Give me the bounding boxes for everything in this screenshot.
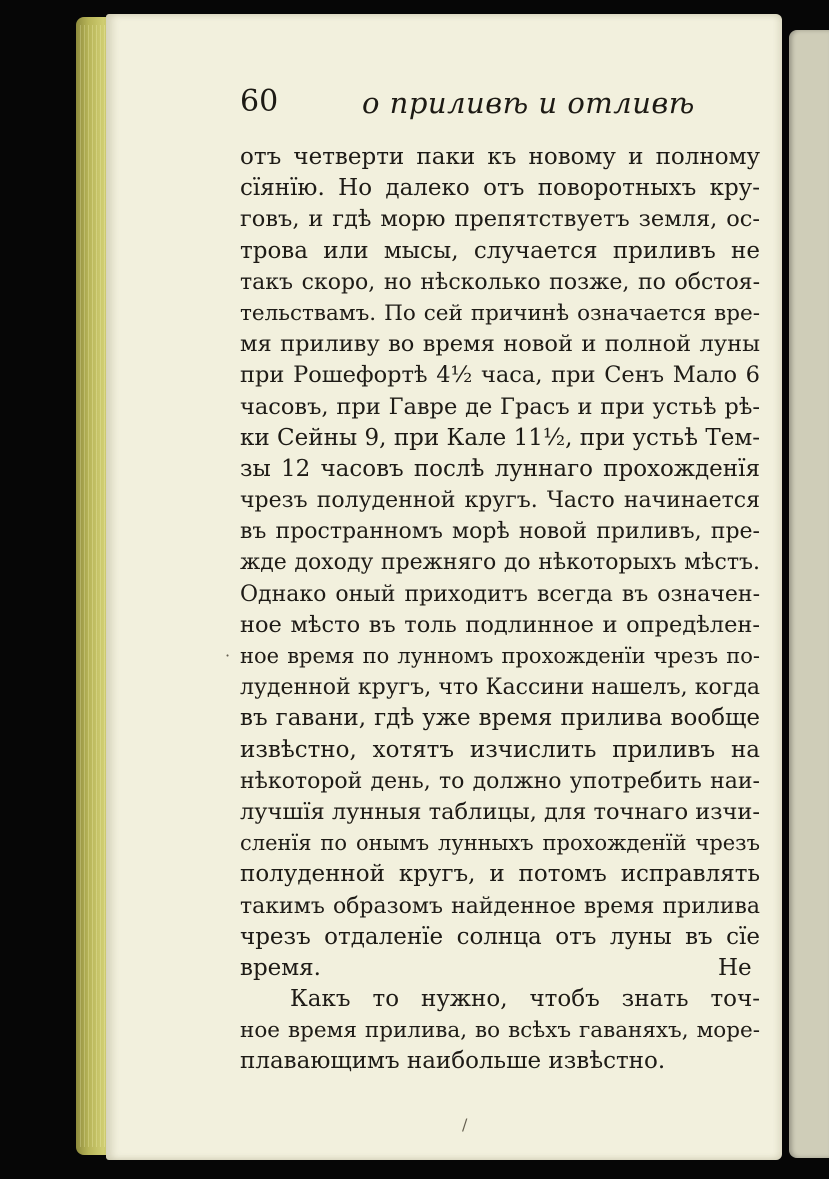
text-line: ки Сейны 9, при Кале 11½, при устьѣ Тем- <box>240 424 760 451</box>
text-line: нѣкоторой день, то должно употребить наи- <box>240 768 760 794</box>
text-line: трова или мысы, случается приливъ не <box>240 237 760 264</box>
text-line: чрезъ полуденной кругъ. Часто начинается <box>240 488 760 514</box>
catchword: Не <box>718 955 752 981</box>
text-line: лучшїя лунныя таблицы, для точнаго изчи- <box>240 798 761 825</box>
text-line: жде доходу прежняго до нѣкоторыхъ мѣстъ. <box>240 550 760 576</box>
running-title: о приливѣ и отливѣ <box>362 86 695 120</box>
text-line: ное время прилива, во всѣхъ гаваняхъ, море- <box>240 1018 760 1044</box>
text-line: при Рошефортѣ 4½ часа, при Сенъ Мало 6 <box>240 362 760 389</box>
text-line: ное время по лунномъ прохожденїи чрезъ по- <box>240 644 760 668</box>
text-line: тельствамъ. По сей причинѣ означается вре- <box>240 300 760 326</box>
text-line: чрезъ отдаленїе солнца отъ луны въ сїе <box>240 923 760 950</box>
text-line: ное мѣсто въ толь подлинное и опредѣлен- <box>240 611 760 638</box>
text-line: зы 12 часовъ послѣ луннаго прохожденїя <box>240 455 760 482</box>
body-text <box>240 142 760 1078</box>
page-header <box>240 80 710 124</box>
text-line: луденной кругъ, что Кассини нашелъ, когда <box>240 675 760 701</box>
page-number: 60 <box>240 84 279 119</box>
text-line: полуденной кругъ, и потомъ исправлять <box>240 861 760 888</box>
text-line: такимъ образомъ найденное время прилива <box>240 893 760 919</box>
facing-page-edge <box>789 30 829 1158</box>
text-line: извѣстно, хотятъ изчислить приливъ на <box>240 736 760 763</box>
text-line: время. <box>240 954 321 981</box>
margin-speck: · <box>225 646 231 665</box>
text-line: говъ, и гдѣ морю препятствуетъ земля, ос- <box>240 206 760 233</box>
text-line: отъ четверти паки къ новому и полному <box>240 144 760 170</box>
paragraph-start-line: Какъ то нужно, чтобъ знать точ- <box>290 986 760 1013</box>
text-line: часовъ, при Гавре де Грасъ и при устьѣ рѣ- <box>240 393 760 420</box>
text-line: сїянїю. Но далеко отъ поворотныхъ кру- <box>240 175 760 202</box>
text-line: Однако оный приходитъ всегда въ означен- <box>240 581 760 607</box>
text-line: въ гавани, гдѣ уже время прилива вообще <box>240 705 760 732</box>
text-line: мя приливу во время новой и полной луны <box>240 331 760 358</box>
text-line: плавающимъ наибольше извѣстно. <box>240 1048 666 1075</box>
text-line: въ пространномъ морѣ новой приливъ, пре- <box>240 519 760 545</box>
text-line: такъ скоро, но нѣсколько позже, по обстоя- <box>240 269 760 295</box>
text-line: сленїя по онымъ лунныхъ прохожденїй чрезъ <box>240 831 760 856</box>
margin-speck: / <box>462 1115 468 1134</box>
